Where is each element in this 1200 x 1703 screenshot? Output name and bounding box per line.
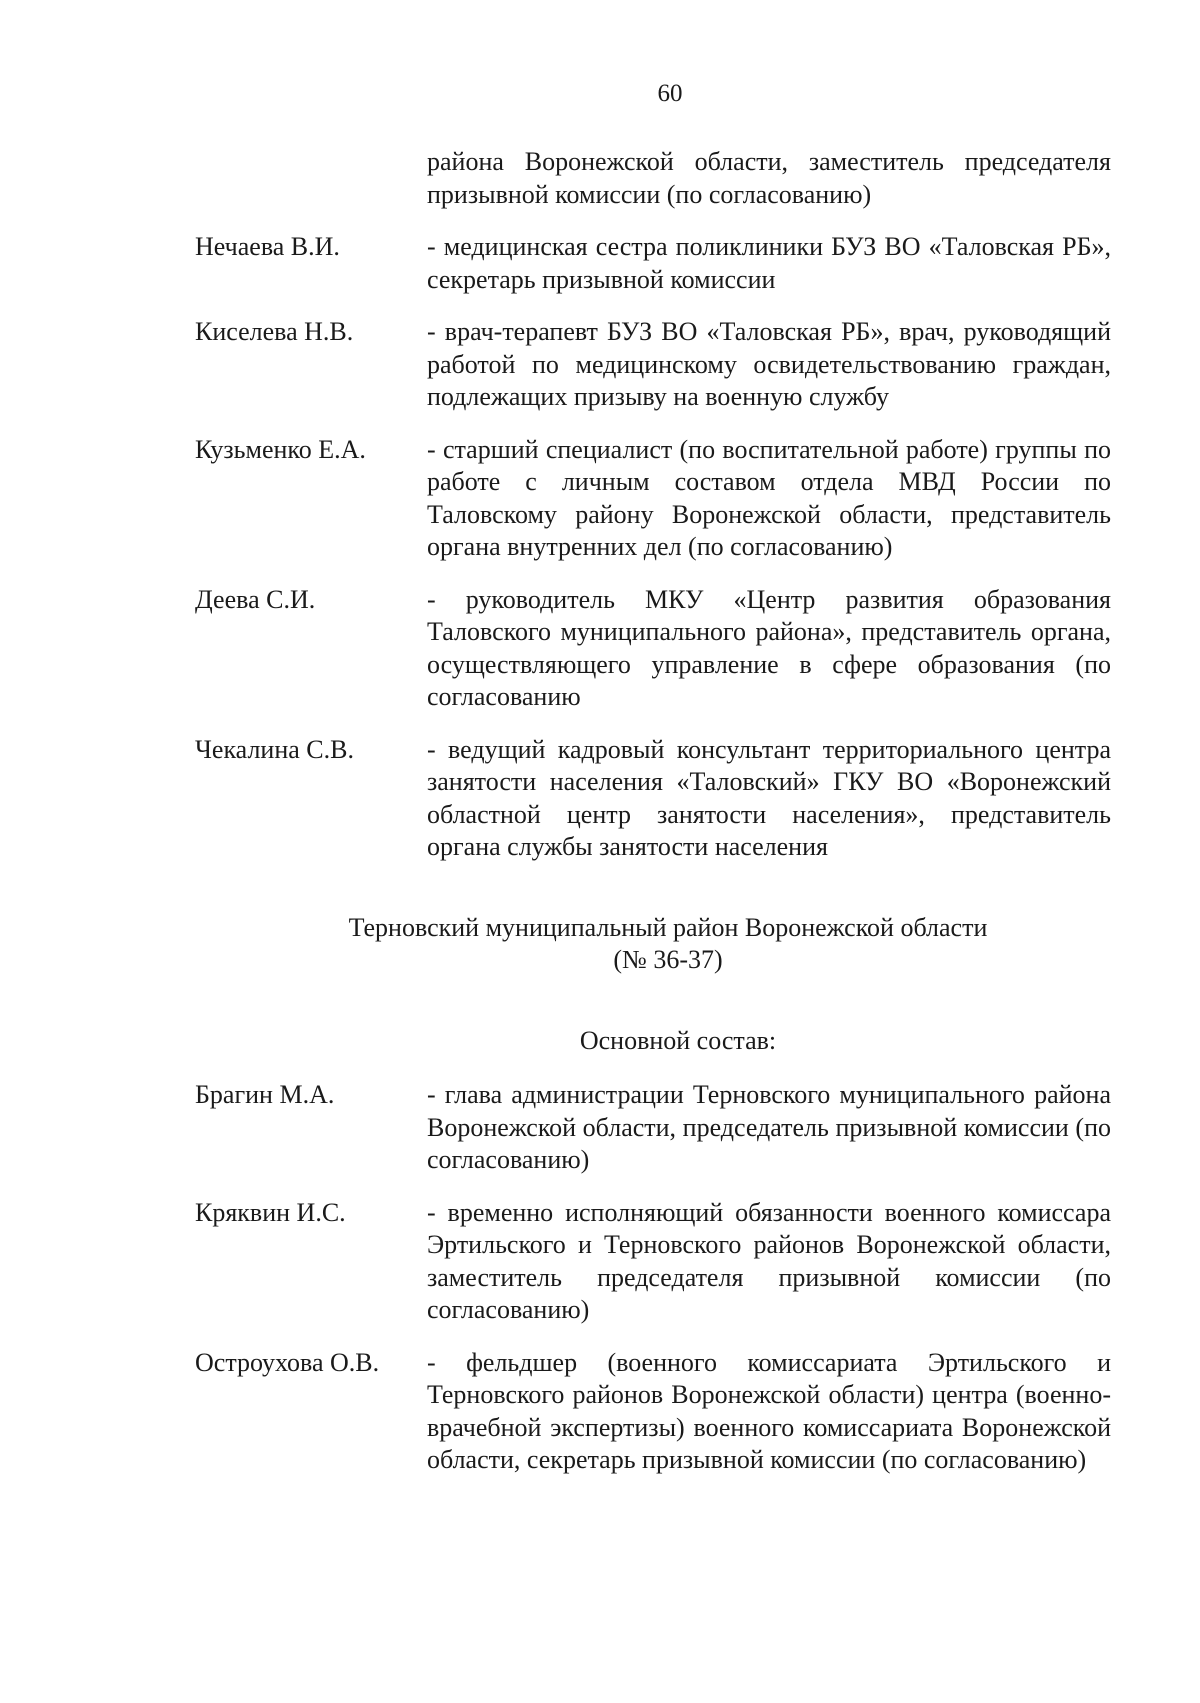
member-entry — [195, 1079, 1111, 1177]
member-role: - старший специалист (по воспитательной работе) группы по работе с личным составом отдела МВД России по Таловскому району Воронежской области, представитель органа внутренних дел (по согласованию) — [427, 434, 1111, 561]
member-entry — [195, 584, 1111, 714]
member-name: Кузьменко Е.А. — [195, 434, 366, 464]
member-entry — [195, 316, 1111, 414]
member-name: Чекалина С.В. — [195, 734, 354, 764]
member-role: - медицинская сестра поликлиники БУЗ ВО «Таловская РБ», секретарь призывной комиссии — [427, 232, 1111, 294]
member-name: Кряквин И.С. — [195, 1197, 346, 1227]
page-number: 60 — [657, 80, 683, 107]
member-name: Киселева Н.В. — [195, 317, 354, 346]
member-role: - глава администрации Терновского муниципального района Воронежской области, председатель призывной комиссии (по согласованию) — [427, 1080, 1111, 1174]
member-name: Деева С.И. — [195, 584, 316, 614]
member-role: - временно исполняющий обязанности военного комиссара Эртильского и Терновского районов Воронежской области, заместитель председателя призывной комиссии (по согласованию) — [427, 1197, 1111, 1324]
member-role: - фельдшер (военного комиссариата Эртильского и Терновского районов Воронежской области) центра (военно-врачебной экспертизы) военного комиссариата Воронежской области, секретарь призывной комиссии (по согласованию) — [427, 1347, 1111, 1474]
section-number: (№ 36-37) — [613, 945, 723, 974]
member-entry — [195, 734, 1111, 864]
member-name: Нечаева В.И. — [195, 232, 340, 261]
section-title-line: Терновский муниципальный район Воронежской области — [348, 912, 988, 942]
document-body — [195, 146, 1111, 1477]
member-name: Остроухова О.В. — [195, 1347, 380, 1377]
member-entry — [195, 231, 1111, 296]
member-role: - руководитель МКУ «Центр развития образования Таловского муниципального района», представитель органа, осуществляющего управление в сфере образования (по согласованию — [427, 584, 1111, 711]
member-role: - врач-терапевт БУЗ ВО «Таловская РБ», врач, руководящий работой по медицинскому освидетельствованию граждан, подлежащих призыву на военную службу — [427, 317, 1111, 411]
continuation-text: района Воронежской области, заместитель председателя призывной комиссии (по согласованию) — [427, 147, 1111, 209]
member-name: Брагин М.А. — [195, 1080, 335, 1109]
section-subtitle: Основной состав: — [579, 1025, 777, 1055]
member-entry — [195, 1347, 1111, 1477]
member-entry — [195, 1197, 1111, 1327]
member-role: - ведущий кадровый консультант территориального центра занятости населения «Таловский» ГКУ ВО «Воронежский областной центр занятости населения», представитель органа службы занятости населения — [427, 734, 1111, 861]
section-title — [225, 912, 1111, 977]
member-entry — [195, 434, 1111, 564]
